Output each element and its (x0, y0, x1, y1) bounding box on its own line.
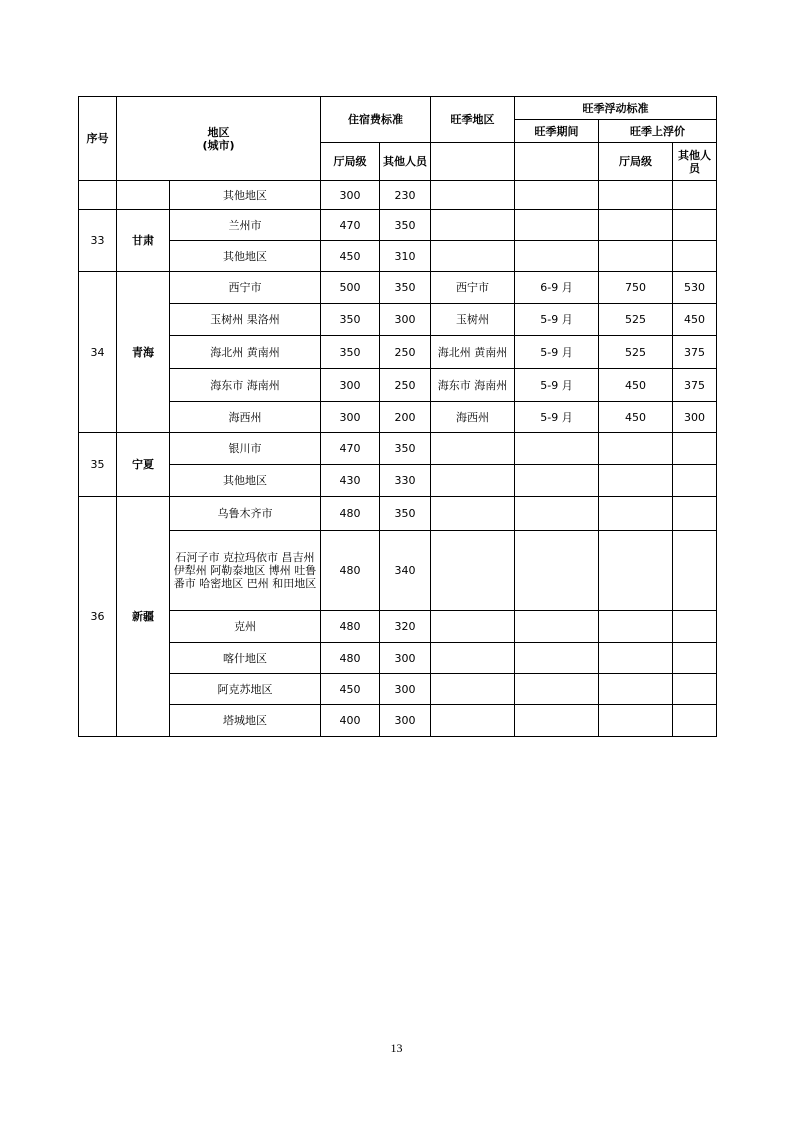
seq-cell: 35 (79, 433, 117, 497)
peak-region-cell (431, 531, 515, 611)
table-row (79, 611, 717, 643)
peak-period-cell (515, 531, 599, 611)
city-cell: 克州 (170, 611, 321, 643)
peak-region-cell (431, 497, 515, 531)
header-peak-period: 旺季期间 (515, 120, 599, 143)
city-cell: 其他地区 (170, 181, 321, 210)
peak-bureau-cell (599, 210, 673, 241)
peak-region-cell (431, 181, 515, 210)
peak-other-cell (673, 433, 717, 465)
city-cell: 银川市 (170, 433, 321, 465)
peak-bureau-cell (599, 611, 673, 643)
seq-cell: 34 (79, 272, 117, 433)
header-other-staff: 其他人员 (380, 143, 431, 181)
city-cell: 石河子市 克拉玛依市 昌吉州 伊犁州 阿勒泰地区 博州 吐鲁番市 哈密地区 巴州 和田地区 (170, 531, 321, 611)
peak-bureau-cell: 525 (599, 336, 673, 369)
peak-other-cell (673, 241, 717, 272)
peak-period-cell (515, 643, 599, 674)
lodging-standard-table (78, 96, 717, 737)
peak-region-cell: 海东市 海南州 (431, 369, 515, 402)
peak-other-cell (673, 181, 717, 210)
peak-other-cell (673, 531, 717, 611)
peak-period-cell (515, 611, 599, 643)
bureau-rate-cell: 480 (321, 497, 380, 531)
peak-other-cell: 300 (673, 402, 717, 433)
peak-other-cell (673, 497, 717, 531)
peak-bureau-cell: 750 (599, 272, 673, 304)
peak-period-cell: 5-9 月 (515, 304, 599, 336)
seq-cell: 33 (79, 210, 117, 272)
province-cell: 新疆 (117, 497, 170, 737)
city-cell: 玉树州 果洛州 (170, 304, 321, 336)
header-region-line1: 地区 (207, 125, 230, 139)
peak-other-cell (673, 643, 717, 674)
table-row (79, 674, 717, 705)
header-seq: 序号 (79, 97, 117, 181)
peak-period-cell (515, 210, 599, 241)
bureau-rate-cell: 450 (321, 241, 380, 272)
peak-bureau-cell: 450 (599, 369, 673, 402)
peak-other-cell: 450 (673, 304, 717, 336)
peak-region-cell (431, 241, 515, 272)
header-empty-cell (431, 143, 515, 181)
other-rate-cell: 310 (380, 241, 431, 272)
table-row (79, 705, 717, 737)
header-markup-other: 其他人员 (673, 143, 717, 181)
peak-region-cell: 玉树州 (431, 304, 515, 336)
city-cell: 其他地区 (170, 241, 321, 272)
peak-bureau-cell (599, 531, 673, 611)
peak-period-cell (515, 705, 599, 737)
peak-period-cell: 5-9 月 (515, 369, 599, 402)
peak-bureau-cell (599, 433, 673, 465)
city-cell: 阿克苏地区 (170, 674, 321, 705)
peak-period-cell: 5-9 月 (515, 336, 599, 369)
peak-period-cell (515, 465, 599, 497)
bureau-rate-cell: 470 (321, 433, 380, 465)
table-row (79, 336, 717, 369)
city-cell: 乌鲁木齐市 (170, 497, 321, 531)
other-rate-cell: 230 (380, 181, 431, 210)
table-row (79, 272, 717, 304)
other-rate-cell: 250 (380, 336, 431, 369)
other-rate-cell: 330 (380, 465, 431, 497)
other-rate-cell: 350 (380, 210, 431, 241)
peak-other-cell (673, 465, 717, 497)
peak-other-cell (673, 611, 717, 643)
peak-region-cell (431, 433, 515, 465)
header-markup-bureau: 厅局级 (599, 143, 673, 181)
other-rate-cell: 350 (380, 272, 431, 304)
bureau-rate-cell: 400 (321, 705, 380, 737)
peak-region-cell (431, 705, 515, 737)
other-rate-cell: 300 (380, 304, 431, 336)
peak-bureau-cell: 450 (599, 402, 673, 433)
peak-other-cell (673, 674, 717, 705)
header-row-1 (79, 97, 717, 120)
other-rate-cell: 350 (380, 497, 431, 531)
table-row (79, 433, 717, 465)
peak-bureau-cell (599, 643, 673, 674)
bureau-rate-cell: 480 (321, 611, 380, 643)
table-row (79, 465, 717, 497)
city-cell: 西宁市 (170, 272, 321, 304)
peak-period-cell (515, 497, 599, 531)
header-lodging: 住宿费标准 (321, 97, 431, 143)
table-row (79, 304, 717, 336)
other-rate-cell: 300 (380, 674, 431, 705)
peak-period-cell (515, 674, 599, 705)
peak-region-cell (431, 210, 515, 241)
bureau-rate-cell: 300 (321, 402, 380, 433)
bureau-rate-cell: 500 (321, 272, 380, 304)
bureau-rate-cell: 350 (321, 336, 380, 369)
table-row (79, 181, 717, 210)
city-cell: 海西州 (170, 402, 321, 433)
peak-region-cell (431, 611, 515, 643)
peak-period-cell (515, 241, 599, 272)
peak-bureau-cell (599, 705, 673, 737)
peak-bureau-cell (599, 241, 673, 272)
peak-bureau-cell: 525 (599, 304, 673, 336)
peak-region-cell (431, 674, 515, 705)
other-rate-cell: 300 (380, 643, 431, 674)
bureau-rate-cell: 430 (321, 465, 380, 497)
header-peak-region: 旺季地区 (431, 97, 515, 143)
city-cell: 海东市 海南州 (170, 369, 321, 402)
peak-bureau-cell (599, 497, 673, 531)
peak-other-cell: 375 (673, 336, 717, 369)
table-row (79, 531, 717, 611)
header-region-line2: (城市) (202, 138, 235, 152)
peak-other-cell (673, 210, 717, 241)
table-row (79, 210, 717, 241)
header-empty-cell (515, 143, 599, 181)
seq-cell (79, 181, 117, 210)
peak-period-cell (515, 181, 599, 210)
other-rate-cell: 340 (380, 531, 431, 611)
city-cell: 喀什地区 (170, 643, 321, 674)
city-cell: 海北州 黄南州 (170, 336, 321, 369)
other-rate-cell: 250 (380, 369, 431, 402)
peak-bureau-cell (599, 674, 673, 705)
province-cell: 宁夏 (117, 433, 170, 497)
bureau-rate-cell: 300 (321, 181, 380, 210)
header-peak-markup: 旺季上浮价 (599, 120, 717, 143)
other-rate-cell: 300 (380, 705, 431, 737)
bureau-rate-cell: 450 (321, 674, 380, 705)
peak-other-cell: 530 (673, 272, 717, 304)
page-number: 13 (390, 1041, 403, 1055)
peak-region-cell (431, 465, 515, 497)
header-peak-float: 旺季浮动标准 (515, 97, 717, 120)
bureau-rate-cell: 480 (321, 643, 380, 674)
peak-region-cell (431, 643, 515, 674)
city-cell: 塔城地区 (170, 705, 321, 737)
peak-bureau-cell (599, 181, 673, 210)
other-rate-cell: 350 (380, 433, 431, 465)
province-cell (117, 181, 170, 210)
bureau-rate-cell: 300 (321, 369, 380, 402)
province-cell: 青海 (117, 272, 170, 433)
bureau-rate-cell: 350 (321, 304, 380, 336)
header-region (117, 97, 321, 181)
peak-period-cell (515, 433, 599, 465)
city-cell: 其他地区 (170, 465, 321, 497)
bureau-rate-cell: 480 (321, 531, 380, 611)
peak-other-cell (673, 705, 717, 737)
peak-other-cell: 375 (673, 369, 717, 402)
seq-cell: 36 (79, 497, 117, 737)
city-cell: 兰州市 (170, 210, 321, 241)
other-rate-cell: 320 (380, 611, 431, 643)
other-rate-cell: 200 (380, 402, 431, 433)
table-row (79, 402, 717, 433)
table-row (79, 241, 717, 272)
province-cell: 甘肃 (117, 210, 170, 272)
peak-period-cell: 5-9 月 (515, 402, 599, 433)
bureau-rate-cell: 470 (321, 210, 380, 241)
table-row (79, 497, 717, 531)
peak-region-cell: 西宁市 (431, 272, 515, 304)
peak-bureau-cell (599, 465, 673, 497)
peak-region-cell: 海西州 (431, 402, 515, 433)
peak-region-cell: 海北州 黄南州 (431, 336, 515, 369)
header-bureau-level: 厅局级 (321, 143, 380, 181)
table-row (79, 369, 717, 402)
table-row (79, 643, 717, 674)
peak-period-cell: 6-9 月 (515, 272, 599, 304)
